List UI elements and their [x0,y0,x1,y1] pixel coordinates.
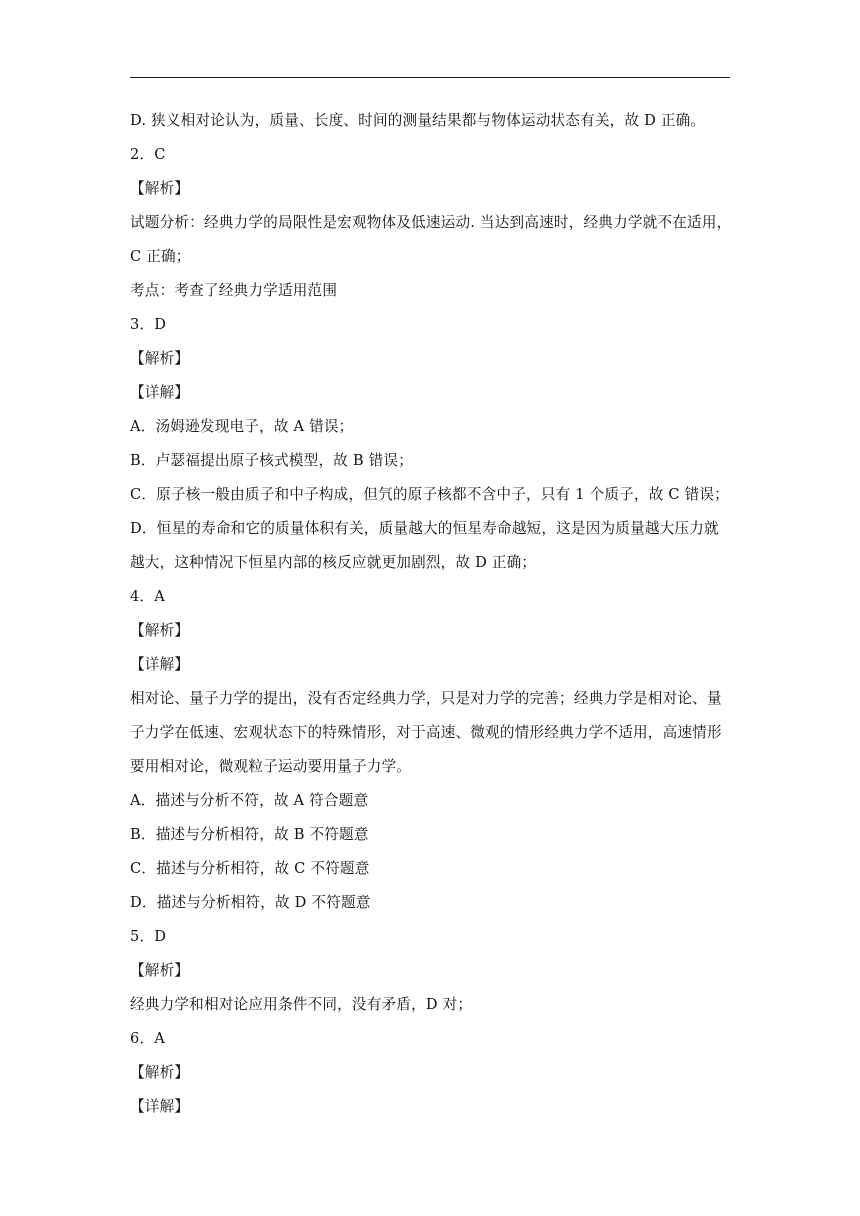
text-line: 子力学在低速、宏观状态下的特殊情形，对于高速、微观的情形经典力学不适用，高速情形 [130,724,722,741]
analysis-heading: 【解析】 [130,622,190,639]
detail-heading: 【详解】 [130,384,190,401]
text-line: D．恒星的寿命和它的质量体积有关，质量越大的恒星寿命越短，这是因为质量越大压力就 [130,520,719,537]
answer-number-4: 4．A [130,588,166,605]
answer-number-6: 6．A [130,1030,166,1047]
answer-text-block [130,108,740,1128]
text-line: 相对论、量子力学的提出，没有否定经典力学，只是对力学的完善；经典力学是相对论、量 [130,690,722,707]
answer-number-2: 2．C [130,146,166,163]
analysis-heading: 【解析】 [130,180,190,197]
answer-number-3: 3．D [130,316,167,333]
header-rule [130,77,730,78]
text-line: D．描述与分析相符，故 D 不符题意 [130,894,371,911]
analysis-heading: 【解析】 [130,1064,190,1081]
text-line: A．汤姆逊发现电子，故 A 错误； [130,418,354,435]
text-line: C．原子核一般由质子和中子构成，但氕的原子核都不含中子，只有 1 个质子，故 C 错误； [130,486,729,503]
detail-heading: 【详解】 [130,1098,190,1115]
text-line: C 正确； [130,248,191,265]
detail-heading: 【详解】 [130,656,190,673]
text-line: 经典力学和相对论应用条件不同，没有矛盾，D 对； [130,996,473,1013]
text-line: B．卢瑟福提出原子核式模型，故 B 错误； [130,452,414,469]
text-line: C．描述与分析相符，故 C 不符题意 [130,860,370,877]
analysis-heading: 【解析】 [130,962,190,979]
analysis-heading: 【解析】 [130,350,190,367]
text-line: 越大，这种情况下恒星内部的核反应就更加剧烈，故 D 正确； [130,554,537,571]
text-line: D. 狭义相对论认为，质量、长度、时间的测量结果都与物体运动状态有关，故 D 正确。 [130,112,706,129]
text-line: 考点：考查了经典力学适用范围 [130,282,338,299]
text-line: 要用相对论，微观粒子运动要用量子力学。 [130,758,412,775]
text-line: A．描述与分析不符，故 A 符合题意 [130,792,369,809]
text-line: B．描述与分析相符，故 B 不符题意 [130,826,369,843]
answer-number-5: 5．D [130,928,167,945]
text-line: 试题分析：经典力学的局限性是宏观物体及低速运动. 当达到高速时，经典力学就不在适用， [130,214,732,231]
